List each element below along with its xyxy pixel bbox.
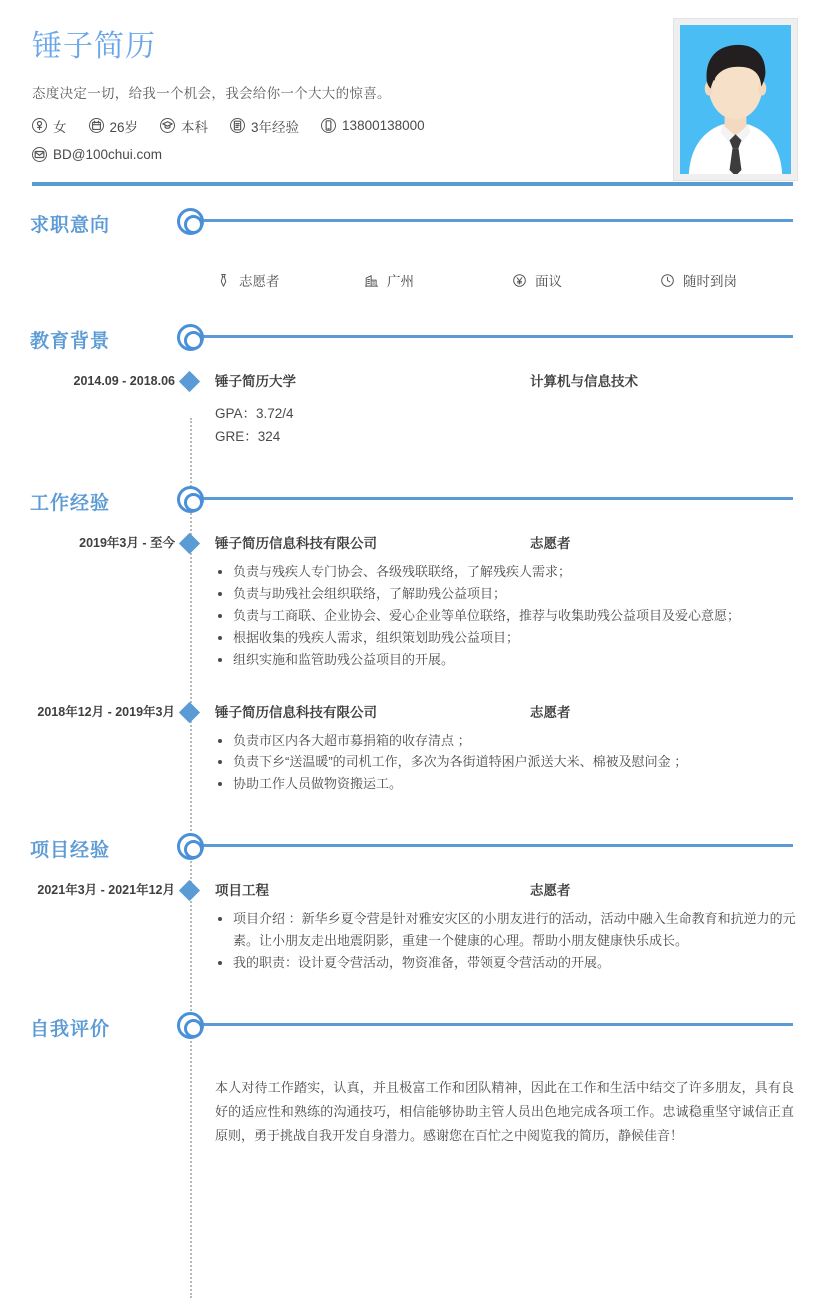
email-icon	[32, 147, 47, 162]
self-evaluation-text: 本人对待工作踏实，认真，并且极富工作和团队精神，因此在工作和生活中结交了许多朋友，具有良好的适应性和熟练的沟通技巧，相信能够协助主管人员出色地完成各项工作。忠诚稳重坚守诚信正直原则，勇于挑战自我开发自身潜力。感谢您在百忙之中阅览我的简历，静候佳音！	[215, 1079, 794, 1143]
gender-icon	[32, 118, 47, 133]
section-header	[0, 1006, 820, 1052]
section-header	[0, 827, 820, 873]
section-title-job-intention: 求职意向	[30, 215, 111, 236]
section-project-experience	[0, 827, 820, 1005]
entry-detail-lines	[215, 402, 820, 448]
intent-item-building	[363, 270, 511, 290]
bullet-item: 负责与工商联、企业协会、爱心企业等单位联络，推荐与收集助残公益项目及爱心意愿；	[215, 605, 820, 627]
bullet-item: 组织实施和监管助残公益项目的开展。	[215, 649, 820, 671]
section-header	[0, 318, 820, 364]
section-rule	[203, 219, 793, 222]
section-education	[0, 318, 820, 480]
contact-value: 13800138000	[342, 118, 425, 133]
contact-value: 26岁	[109, 119, 139, 135]
entry-role: 志愿者	[530, 883, 571, 899]
tie-icon	[215, 272, 232, 289]
header-divider	[32, 182, 793, 186]
timeline-diamond-marker	[179, 533, 200, 554]
clock-icon	[659, 272, 676, 289]
entry-bullet-list	[215, 908, 820, 973]
intent-value: 志愿者	[239, 274, 280, 289]
bullet-item: 根据收集的残疾人需求，组织策划助残公益项目；	[215, 627, 820, 649]
timeline-entry	[0, 695, 820, 795]
entry-role: 志愿者	[530, 536, 571, 552]
entry-heading	[215, 701, 820, 721]
experience-icon	[230, 118, 245, 133]
entry-date: 2019年3月 - 至今	[79, 536, 175, 551]
bullet-item: 负责市区内各大超市募捐箱的收存清点 ；	[215, 730, 820, 752]
entry-heading	[215, 879, 820, 899]
contact-item-experience	[230, 116, 299, 136]
bullet-item: 项目介绍 ：新华乡夏令营是针对雅安灾区的小朋友进行的活动，活动中融入生命教育和抗逆力的元素。让小朋友走出地震阴影，重建一个健康的心理。帮助小朋友健康快乐成长。	[215, 908, 820, 952]
birthday-icon	[89, 118, 104, 133]
entry-bullet-list	[215, 561, 820, 670]
bullet-item: 负责与残疾人专门协会、各级残联联络，了解残疾人需求；	[215, 561, 820, 583]
timeline-ring-marker	[177, 324, 204, 351]
timeline-entry	[0, 364, 820, 448]
entry-detail-line: GRE：324	[215, 429, 281, 445]
section-title-project-experience: 项目经验	[30, 840, 111, 862]
timeline-diamond-marker	[179, 880, 200, 901]
entry-heading	[215, 370, 820, 390]
entry-detail-line: GPA：3.72/4	[215, 406, 294, 421]
bullet-item: 协助工作人员做物资搬运工。	[215, 773, 820, 795]
contact-value: BD@100chui.com	[53, 146, 163, 162]
section-title-work-experience: 工作经验	[30, 493, 111, 515]
avatar-frame	[673, 18, 798, 181]
section-title-education: 教育背景	[30, 331, 111, 352]
timeline-entry	[0, 526, 820, 670]
section-rule	[203, 844, 793, 847]
contact-value: 女	[53, 119, 67, 135]
section-rule	[203, 497, 793, 500]
phone-icon	[321, 118, 336, 133]
timeline-diamond-marker	[179, 701, 200, 722]
yen-icon	[511, 272, 528, 289]
contact-item-education	[160, 116, 208, 136]
education-icon	[160, 118, 175, 133]
intent-value: 面议	[535, 274, 562, 289]
bullet-item: 负责与助残社会组织联络，了解助残公益项目；	[215, 583, 820, 605]
building-icon	[363, 272, 380, 289]
entry-date: 2018年12月 - 2019年3月	[37, 704, 175, 719]
phone-icon	[321, 118, 336, 133]
section-title-self-evaluation: 自我评价	[30, 1018, 111, 1040]
entry-role: 计算机与信息技术	[530, 374, 638, 389]
tagline: 态度决定一切，给我一个机会，我会给你一个大大的惊喜。	[32, 85, 391, 101]
section-work-experience	[0, 480, 820, 827]
entry-role: 志愿者	[530, 704, 571, 720]
page-title: 锤子简历	[32, 30, 156, 63]
entry-organization: 锤子简历信息科技有限公司	[215, 536, 377, 552]
section-rule	[203, 335, 793, 338]
experience-icon	[230, 118, 245, 133]
intent-value: 随时到岗	[683, 274, 737, 289]
section-header	[0, 202, 820, 248]
timeline-diamond-marker	[179, 371, 200, 392]
entry-heading	[215, 532, 820, 552]
intent-item-yen	[511, 270, 659, 290]
contact-item-gender	[32, 116, 67, 136]
intent-value: 广州	[387, 274, 414, 289]
entry-organization: 项目工程	[215, 883, 269, 899]
education-icon	[160, 118, 175, 133]
intent-item-tie	[215, 270, 363, 290]
timeline-ring-marker	[177, 1012, 204, 1039]
section-header	[0, 480, 820, 526]
entry-date: 2014.09 - 2018.06	[73, 374, 175, 388]
section-rule	[203, 1023, 793, 1026]
timeline-ring-marker	[177, 486, 204, 513]
entry-organization: 锤子简历大学	[215, 374, 296, 389]
birthday-icon	[89, 118, 104, 133]
entry-bullet-list	[215, 730, 820, 795]
bullet-item: 负责下乡“送温暖”的司机工作，多次为各街道特困户派送大米、棉被及慰问金 ；	[215, 751, 820, 773]
job-intention-row	[0, 248, 820, 294]
entry-date: 2021年3月 - 2021年12月	[37, 883, 175, 898]
contact-value: 3年经验	[251, 119, 300, 135]
bullet-item: 我的职责：设计夏令营活动，物资准备，带领夏令营活动的开展。	[215, 952, 820, 974]
email-icon	[32, 147, 47, 162]
section-self-evaluation	[0, 1006, 820, 1148]
contact-item-email	[32, 147, 162, 162]
gender-icon	[32, 118, 47, 133]
contact-item-phone	[321, 118, 425, 133]
resume-body	[0, 192, 820, 1148]
resume-header	[0, 0, 820, 192]
timeline-ring-marker	[177, 208, 204, 235]
avatar	[680, 25, 791, 174]
timeline-entry	[0, 873, 820, 973]
contact-item-birthday	[89, 116, 139, 136]
contact-value: 本科	[181, 119, 209, 135]
section-job-intention	[0, 202, 820, 318]
timeline-ring-marker	[177, 833, 204, 860]
intent-item-clock	[659, 270, 807, 290]
entry-organization: 锤子简历信息科技有限公司	[215, 704, 377, 720]
avatar-illustration	[680, 25, 791, 174]
